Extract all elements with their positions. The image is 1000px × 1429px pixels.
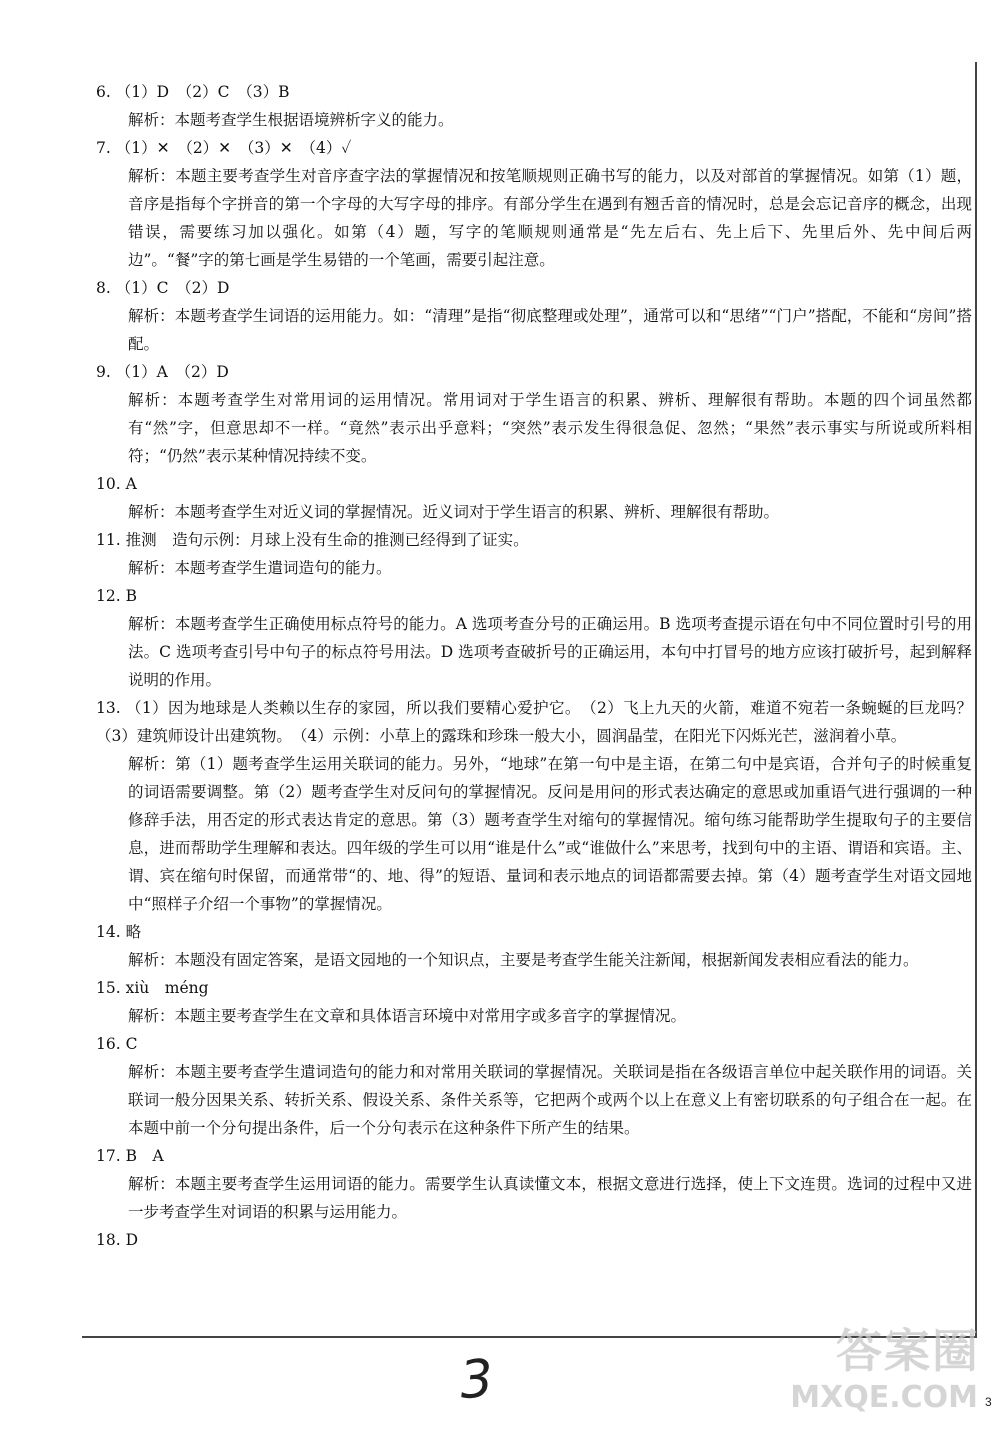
analysis-text: 解析：本题主要考查学生对音序查字法的掌握情况和按笔顺规则正确书写的能力，以及对部首的掌握情况。如第（1）题，音序是指每个字拼音的第一个字母的大写字母的排序。有部分学生在遇到有翘舌音的情况时，总是会忘记音序的概念，出现错误，需要练习加以强化。如第（4）题，写字的笔顺规则通常是“先左后右、先上后下、先里后外、先中间后两边”。“餐”字的第七画是学生易错的一个笔画，需要引起注意。	[128, 167, 972, 269]
analysis-text: 解析：本题主要考查学生在文章和具体语言环境中对常用字或多音字的掌握情况。	[128, 1007, 687, 1025]
analysis-text: 解析：本题考查学生正确使用标点符号的能力。A 选项考查分号的正确运用。B 选项考查提示语在句中不同位置时引号的用法。C 选项考查引号中句子的标点符号用法。D 选项考查破折号的正确运用，本句中打冒号的地方应该打破折号，起到解释说明的作用。	[128, 615, 972, 689]
answer-line: 13. （1）因为地球是人类赖以生存的家园，所以我们要精心爱护它。 （2）飞上九天的火箭，难道不宛若一条蜿蜒的巨龙吗？ （3）建筑师设计出建筑物。 （4）示例：小草上的露珠和珍珠一般大小，圆润晶莹，在阳光下闪烁光芒，滋润着小草。	[96, 699, 988, 745]
answer-item-15	[96, 974, 972, 1030]
watermark-url: MXQE.COM	[790, 1380, 978, 1415]
answer-item-7	[96, 134, 972, 274]
answer-item-13	[96, 694, 988, 918]
answer-item-14	[96, 918, 972, 974]
watermark-logo-text: 答案圈	[836, 1324, 980, 1378]
answer-item-8	[96, 274, 972, 358]
answer-line: 10. A	[96, 475, 137, 493]
page-number: 3	[985, 1395, 992, 1409]
analysis-text: 解析：本题考查学生对近义词的掌握情况。近义词对于学生语言的积累、辨析、理解很有帮助。	[128, 503, 780, 521]
analysis-text: 解析：本题考查学生根据语境辨析字义的能力。	[128, 111, 454, 129]
answer-line: 17. B A	[96, 1147, 164, 1165]
answer-line: 7. （1）✕ （2）✕ （3）✕ （4）✓	[96, 139, 352, 157]
analysis-text: 解析：本题主要考查学生遣词造句的能力和对常用关联词的掌握情况。关联词是指在各级语言单位中起关联作用的词语。关联词一般分因果关系、转折关系、假设关系、条件关系等，它把两个或两个以上在意义上有密切联系的句子组合在一起。在本题中前一个分句提出条件，后一个分句表示在这种条件下所产生的结果。	[128, 1063, 972, 1137]
answer-item-6	[96, 78, 972, 134]
answer-list	[96, 78, 988, 1254]
answer-item-9	[96, 358, 972, 470]
answer-line: 12. B	[96, 587, 137, 605]
answer-line: 8. （1）C （2）D	[96, 279, 230, 297]
analysis-text: 解析：本题考查学生对常用词的运用情况。常用词对于学生语言的积累、辨析、理解很有帮助。本题的四个词虽然都有“然”字，但意思却不一样。“竟然”表示出乎意料；“突然”表示发生得很急促、忽然；“果然”表示事实与所说或所料相符；“仍然”表示某种情况持续不变。	[128, 391, 972, 465]
answer-line: 11. 推测 造句示例：月球上没有生命的推测已经得到了证实。	[96, 531, 529, 549]
answer-line: 18. D	[96, 1231, 139, 1249]
answer-line: 15. xiù méng	[96, 979, 209, 997]
answer-item-18	[96, 1226, 972, 1254]
analysis-text: 解析：本题没有固定答案，是语文园地的一个知识点，主要是考查学生能关注新闻，根据新闻发表相应看法的能力。	[128, 951, 919, 969]
handwritten-page-number: 3	[457, 1348, 496, 1412]
answer-line: 6. （1）D （2）C （3）B	[96, 83, 290, 101]
analysis-text: 解析：本题考查学生词语的运用能力。如：“清理”是指“彻底整理或处理”，通常可以和“思绪”“门户”搭配，不能和“房间”搭配。	[128, 307, 972, 353]
answer-item-16	[96, 1030, 972, 1142]
analysis-text: 解析：本题主要考查学生运用词语的能力。需要学生认真读懂文本，根据文意进行选择，使上下文连贯。选词的过程中又进一步考查学生对词语的积累与运用能力。	[128, 1175, 972, 1221]
watermark	[790, 1324, 992, 1421]
analysis-text: 解析：第（1）题考查学生运用关联词的能力。另外，“地球”在第一句中是主语，在第二句中是宾语，合并句子的时候重复的词语需要调整。第（2）题考查学生对反问句的掌握情况。反问是用问的形式表达确定的意思或加重语气进行强调的一种修辞手法，用否定的形式表达肯定的意思。第（3）题考查学生对缩句的掌握情况。缩句练习能帮助学生提取句子的主要信息，进而帮助学生理解和表达。四年级的学生可以用“谁是什么”或“谁做什么”来思考，找到句中的主语、谓语和宾语。主、谓、宾在缩句时保留，而通常带“的、地、得”的短语、量词和表示地点的词语都需要去掉。第（4）题考查学生对语文园地中“照样子介绍一个事物”的掌握情况。	[128, 755, 972, 913]
answer-line: 9. （1）A （2）D	[96, 363, 229, 381]
analysis-text: 解析：本题考查学生遣词造句的能力。	[128, 559, 392, 577]
answer-item-11	[96, 526, 972, 582]
answer-item-12	[96, 582, 972, 694]
answer-line: 14. 略	[96, 923, 142, 941]
answer-line: 16. C	[96, 1035, 138, 1053]
answer-item-17	[96, 1142, 972, 1226]
answer-item-10	[96, 470, 972, 526]
